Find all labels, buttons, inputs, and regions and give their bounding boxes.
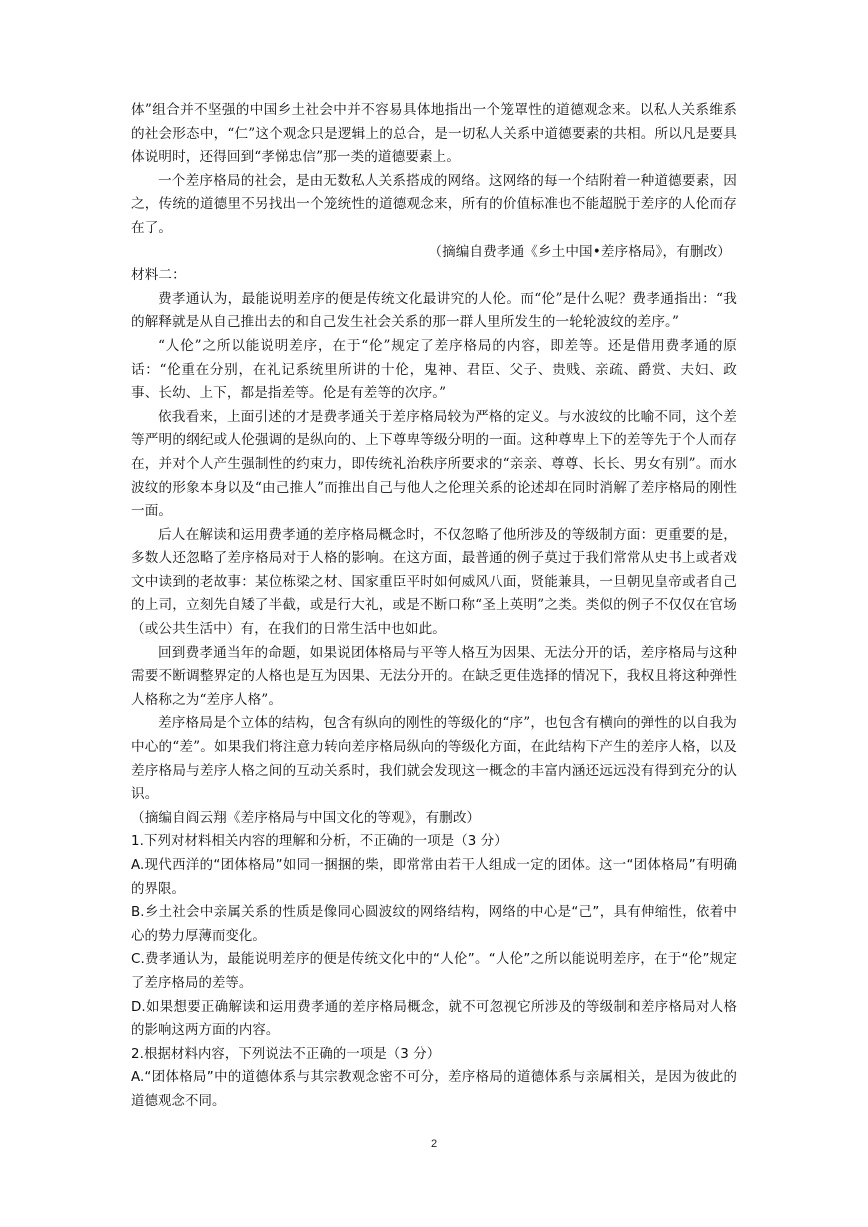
passage-paragraph: “人伦”之所以能说明差序，在于“伦”规定了差序格局的内容，即差等。还是借用费孝通的原话：“伦重在分别，在礼记系统里所讲的十伦，鬼神、君臣、父子、贵贱、亲疏、爵赏、夫妇、政事、长幼、上下，都是指差等。伦是有差等的次序。”	[131, 337, 737, 402]
question-option: C.费孝通认为，最能说明差序的便是传统文化中的“人伦”。“人伦”之所以能说明差序，在于“伦”规定了差序格局的差等。	[131, 952, 737, 991]
passage-paragraph: 一个差序格局的社会，是由无数私人关系搭成的网络。这网络的每一个结附着一种道德要素，因之，传统的道德里不另找出一个笼统性的道德观念来，所有的价值标准也不能超脱于差序的人伦而存在了。	[131, 172, 737, 236]
passage-paragraph: 依我看来，上面引述的才是费孝通关于差序格局较为严格的定义。与水波纹的比喻不同，这个差等严明的纲纪或人伦强调的是纵向的、上下尊卑等级分明的一面。这种尊卑上下的差等先于个人而存在，并对个人产生强制性的约束力，即传统礼治秩序所要求的“亲亲、尊尊、长长、男女有别”。而水波纹的形象本身以及“由己推人”而推出自己与他人之伦理关系的论述却在同时消解了差序格局的刚性一面。	[131, 408, 737, 520]
page-number: 2	[430, 1138, 438, 1150]
passage-paragraph: 回到费孝通当年的命题，如果说团体格局与平等人格互为因果、无法分开的话，差序格局与这种需要不断调整界定的人格也是互为因果、无法分开的。在缺乏更佳选择的情况下，我权且将这种弹性人格称之为“差序人格”。	[131, 644, 737, 708]
citation: （摘编自费孝通《乡土中国•差序格局》，有删改）	[428, 243, 731, 260]
question-option: D.如果想要正确解读和运用费孝通的差序格局概念，就不可忽视它所涉及的等级制和差序格局对人格的影响这两方面的内容。	[131, 999, 737, 1039]
material-heading: 材料二：	[131, 267, 186, 284]
citation: （摘编自阎云翔《差序格局与中国文化的等观》，有删改）	[131, 809, 481, 826]
passage-paragraph: 体”组合并不坚强的中国乡土社会中并不容易具体地指出一个笼罩性的道德观念来。以私人关系维系的社会形态中，“仁”这个观念只是逻辑上的总合，是一切私人关系中道德要素的共相。所以凡是要具体说明时，还得回到“孝悌忠信”那一类的道德要素上。	[131, 102, 737, 166]
question-option: A.“团体格局”中的道德体系与其宗教观念密不可分，差序格局的道德体系与亲属相关，是因为彼此的道德观念不同。	[131, 1070, 737, 1109]
passage-paragraph: 后人在解读和运用费孝通的差序格局概念时，不仅忽略了他所涉及的等级制方面：更重要的是，多数人还忽略了差序格局对于人格的影响。在这方面，最普通的例子莫过于我们常常从史书上或者戏文中读到的老故事：某位栋梁之材、国家重臣平时如何威风八面，贤能兼具，一旦朝见皇帝或者自己的上司，立刻先自矮了半截，或是行大礼，或是不断口称“圣上英明”之类。类似的例子不仅仅在官场（或公共生活中）有，在我们的日常生活中也如此。	[131, 526, 737, 638]
document-body	[131, 99, 737, 1114]
question-option: A.现代西洋的“团体格局”如同一捆捆的柴，即常常由若干人组成一定的团体。这一“团体格局”有明确的界限。	[131, 858, 737, 897]
passage-paragraph: 差序格局是个立体的结构，包含有纵向的刚性的等级化的“序”，也包含有横向的弹性的以自我为中心的“差”。如果我们将注意力转向差序格局纵向的等级化方面，在此结构下产生的差序人格，以及差序格局与差序人格之间的互动关系时，我们就会发现这一概念的丰富内涵还远远没有得到充分的认识。	[131, 715, 737, 803]
question-stem: 1.下列对材料相关内容的理解和分析，不正确的一项是（3 分）	[131, 834, 508, 850]
question-stem: 2.根据材料内容，下列说法不正确的一项是（3 分）	[131, 1046, 441, 1062]
passage-paragraph: 费孝通认为，最能说明差序的便是传统文化最讲究的人伦。而“伦”是什么呢？费孝通指出：“我的解释就是从自己推出去的和自己发生社会关系的那一群人里所发生的一轮轮波纹的差序。”	[131, 290, 737, 331]
question-option: B.乡土社会中亲属关系的性质是像同心圆波纹的网络结构，网络的中心是“己”，具有伸缩性，依着中心的势力厚薄而变化。	[131, 905, 737, 944]
